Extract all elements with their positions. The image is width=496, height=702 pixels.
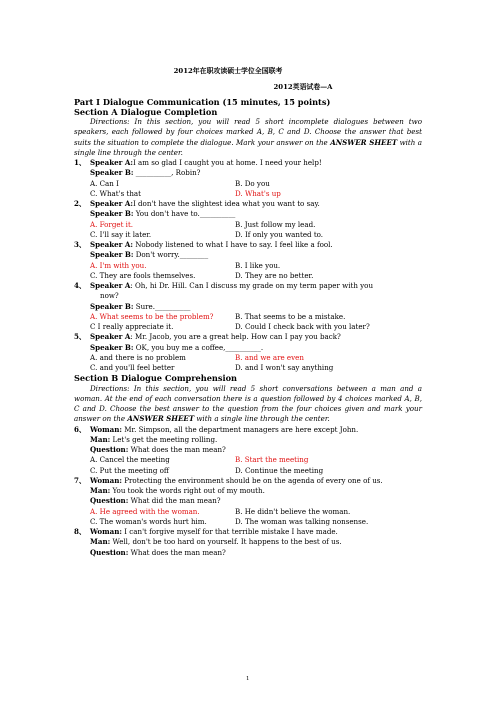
option-b-answer: B. Start the meeting: [235, 455, 309, 465]
part-heading: Part I Dialogue Communication (15 minutes, 15 points): [74, 96, 331, 107]
option-c: C. They are fools themselves.: [90, 270, 196, 280]
option-d: D. If only you wanted to.: [235, 229, 324, 239]
question-3: 3、 Speaker A: Nobody listened to what I have to say. I feel like a fool. Speaker B: Don't worry.________ A. I'm with you. B. I like you. C. They are fools themselves. D. They are no better.: [74, 240, 333, 280]
section-b-heading: Section B Dialogue Comprehension: [74, 373, 237, 384]
directions-label: Directions:: [90, 383, 130, 393]
option-b: B. Just follow my lead.: [235, 219, 316, 229]
question-6: 6、 Woman: Mr. Simpson, all the department managers are here except John. Man: Let's get the meeting rolling. Question: What does the man mean? A. Cancel the meeting B. Start the meeting C. Put the meeting off D. Continue the meeting: [74, 424, 359, 475]
question-2: 2、 Speaker A:I don't have the slightest idea what you want to say. Speaker B: You don't have to.__________ A. Forget it. B. Just follow my lead. C. I'll say it later. D. If only you wanted to.: [74, 199, 324, 239]
section-a-directions: Directions: In this section, you will read 5 short incomplete dialogues between two speakers, each followed by four choices marked A, B, C and D. Choose the answer that best suits the situation to complete the dialogue. Mark your answer on the ANSWER SHEET with a single line through the center.: [74, 117, 422, 157]
option-c: C. I'll say it later.: [90, 229, 152, 239]
option-c: C. The woman's words hurt him.: [90, 516, 207, 526]
section-a-heading: Section A Dialogue Completion: [74, 106, 218, 117]
option-d: D. Continue the meeting: [235, 465, 324, 475]
option-b: B. That seems to be a mistake.: [235, 311, 346, 321]
option-b: B. I like you.: [235, 260, 281, 270]
exam-title: 2012年在职攻读硕士学位全国联考: [173, 67, 283, 75]
option-d: D. They are no better.: [235, 270, 314, 280]
directions-label: Directions:: [90, 117, 130, 126]
option-d: D. Could I check back with you later?: [235, 322, 370, 331]
option-d: D. and I won't say anything: [235, 363, 334, 372]
option-c: C I really appreciate it.: [90, 322, 174, 331]
question-4: 4、 Speaker A: Oh, hi Dr. Hill. Can I discuss my grade on my term paper with you now? Speaker B: Sure.__________ A. What seems to be the problem? B. That seems to be a mistake. C I really appreciate it. D. Could I check back with you later?: [74, 281, 374, 331]
option-b-answer: B. and we are even: [235, 352, 304, 362]
option-c: C. and you'll feel better: [90, 363, 175, 372]
exam-content: [74, 66, 422, 558]
option-a-answer: A. He agreed with the woman.: [90, 506, 200, 516]
option-a: A. and there is no problem: [90, 352, 186, 362]
option-a-answer: A. Forget it.: [90, 219, 134, 229]
exam-subtitle: 2012英语试卷—A: [273, 83, 333, 92]
question-1: 1、 Speaker A:I am so glad I caught you at home. I need your help! Speaker B: __________, Robin? A. Can I B. Do you C. What's that D. What's up: [74, 158, 322, 198]
option-d-answer: D. What's up: [235, 188, 281, 198]
question-5: 5、 Speaker A: Mr. Jacob, you are a great help. How can I pay you back? Speaker B: OK, you buy me a coffee,__________. A. and there is no problem B. and we are even C. and you'll feel better D. and I won't say anything: [74, 332, 341, 372]
option-c: C. What's that: [90, 188, 141, 198]
option-a: A. Cancel the meeting: [90, 455, 170, 465]
option-a: A. Can I: [90, 178, 119, 188]
option-d: D. The woman was talking nonsense.: [235, 516, 369, 526]
section-b-directions: Directions: In this section, you will read 5 short conversations between a man and a woman. At the end of each conversation there is a question followed by 4 choices marked A, B, C and D. Choose the best answer to the question from the four choices given and mark your answer on the ANSWER SHEET with a single line through the center.: [74, 383, 422, 424]
question-8: 8、 Woman: I can't forgive myself for that terrible mistake I have made. Man: Well, don't be too hard on yourself. It happens to the best of us. Question: What does the man mean?: [74, 527, 342, 557]
option-b: B. Do you: [235, 178, 270, 188]
option-a-answer: A. I'm with you.: [90, 260, 147, 270]
page-number: 1: [246, 676, 250, 682]
question-7: 7、 Woman: Protecting the environment should be on the agenda of every one of us. Man: You took the words right out of my mouth. Question: What did the man mean? A. He agreed with the woman. B. He didn't believe the woman. C. The woman's words hurt him. D. The woman was talking nonsense.: [74, 475, 383, 526]
option-b: B. He didn't believe the woman.: [235, 506, 351, 516]
option-a-answer: A. What seems to be the problem?: [90, 311, 214, 321]
option-c: C. Put the meeting off: [90, 465, 169, 475]
